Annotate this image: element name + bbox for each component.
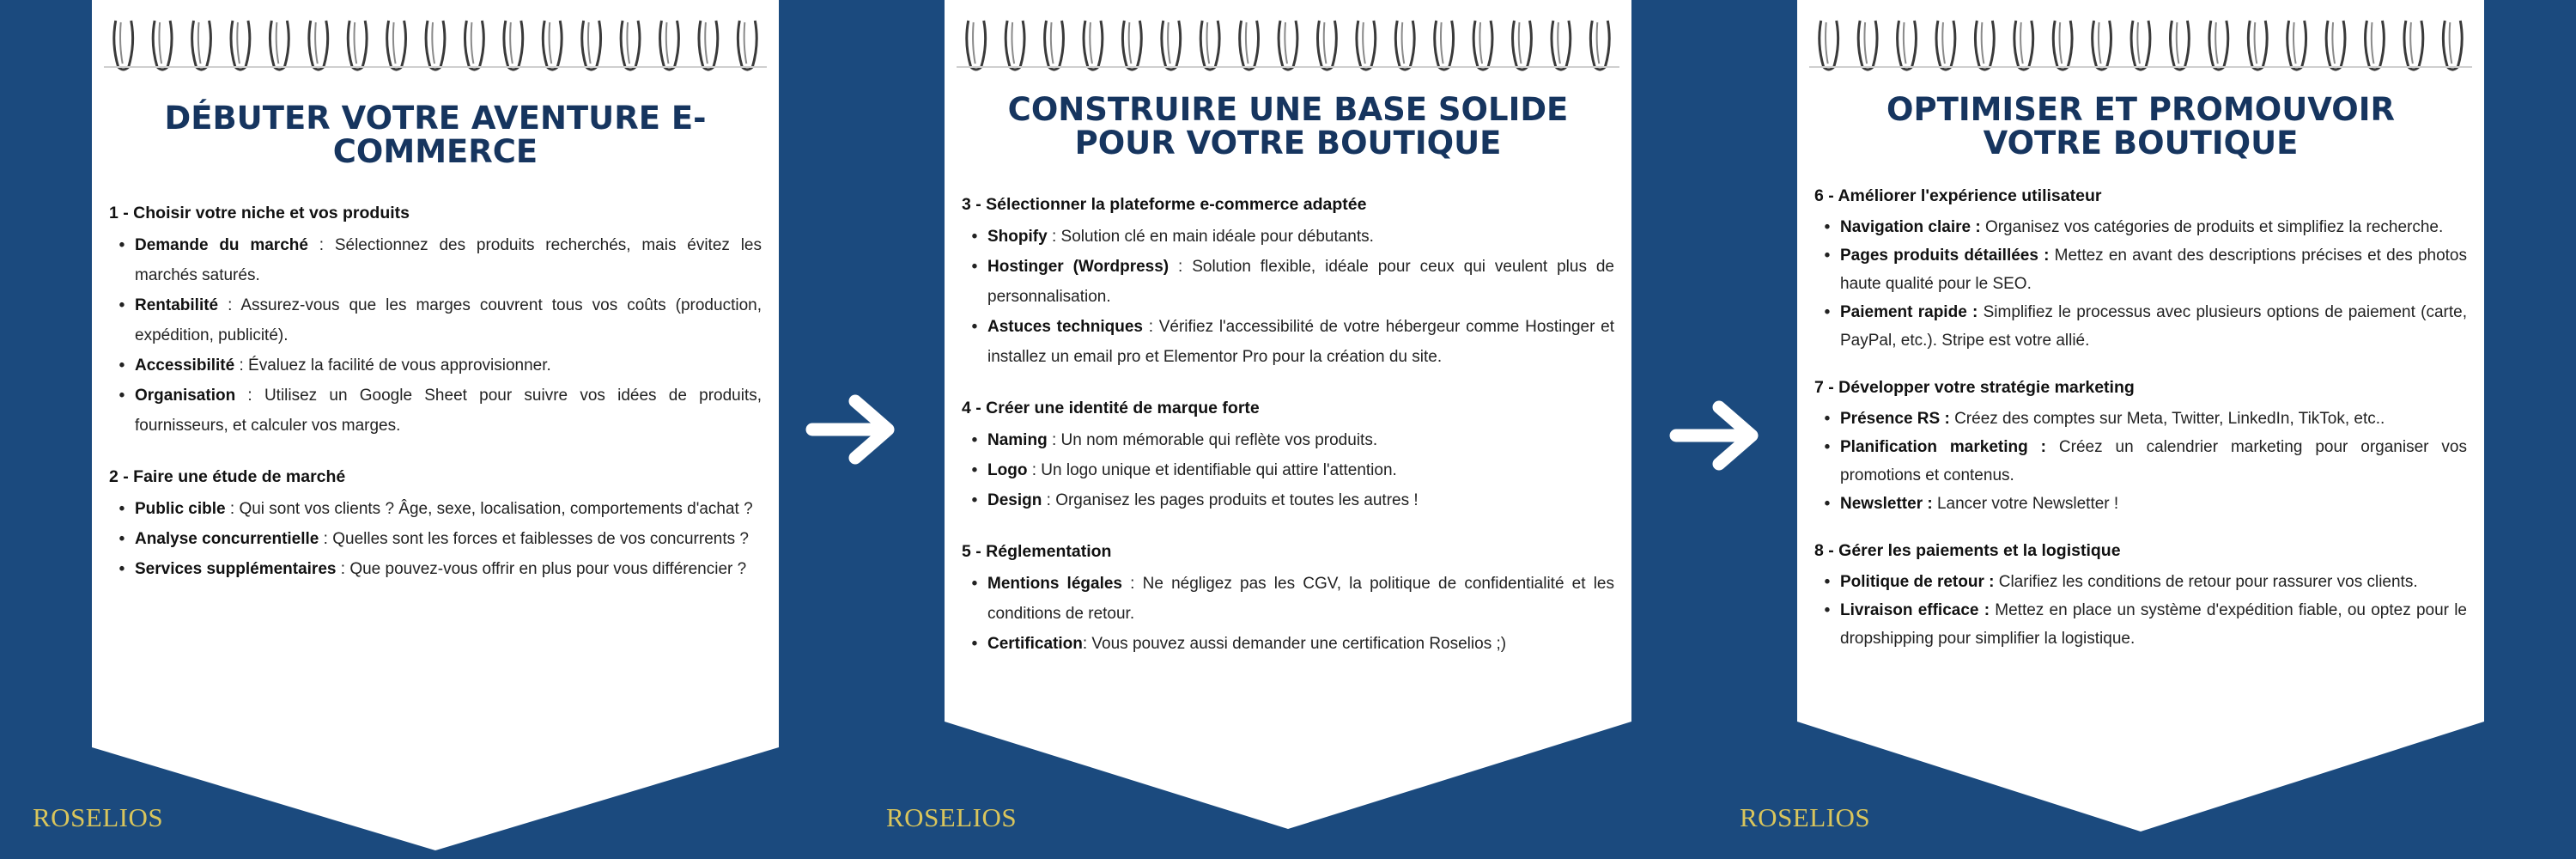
spiral-ring bbox=[1357, 21, 1376, 70]
spiral-ring-inner bbox=[1826, 22, 1828, 64]
spiral-ring-inner bbox=[1597, 22, 1600, 64]
section-4 bbox=[962, 398, 1614, 515]
list-item bbox=[1814, 241, 2467, 298]
item-description: Quelles sont les forces et faiblesses de vos concurrents ? bbox=[332, 530, 749, 548]
item-description: Solution flexible, idéale pour ceux qui veulent plus de personnalisation. bbox=[987, 258, 1614, 306]
item-separator: : bbox=[218, 296, 241, 314]
spiral-ring bbox=[504, 21, 523, 70]
item-term: Demande du marché bbox=[135, 236, 308, 254]
item-separator: : bbox=[1027, 461, 1042, 479]
list-item bbox=[962, 455, 1614, 485]
spiral-ring-inner bbox=[198, 22, 201, 64]
bullet-icon: • bbox=[971, 258, 978, 276]
brand-logo-text: ROSELIOS bbox=[33, 802, 164, 832]
list-item bbox=[1814, 490, 2467, 518]
item-separator: : bbox=[234, 356, 249, 375]
brand-logo-text: ROSELIOS bbox=[886, 802, 1018, 832]
list-item bbox=[962, 485, 1614, 515]
spiral-ring-inner bbox=[432, 22, 434, 64]
bullet-icon: • bbox=[971, 575, 978, 593]
item-separator: : bbox=[1042, 491, 1056, 509]
item-term: Pages produits détaillées : bbox=[1840, 247, 2050, 265]
list-item bbox=[962, 312, 1614, 372]
section-title: 6 - Améliorer l'expérience utilisateur bbox=[1814, 186, 2102, 205]
spiral-ring bbox=[231, 21, 250, 70]
spiral-ring bbox=[2366, 21, 2385, 70]
section-title: 2 - Faire une étude de marché bbox=[109, 467, 346, 486]
section-title: 1 - Choisir votre niche et vos produits bbox=[109, 204, 410, 222]
item-separator: : bbox=[1047, 228, 1061, 246]
spiral-ring bbox=[660, 21, 679, 70]
bullet-icon: • bbox=[1824, 218, 1831, 236]
item-separator: : bbox=[319, 530, 333, 548]
spiral-ring-inner bbox=[120, 22, 123, 64]
spiral-ring-inner bbox=[1904, 22, 1906, 64]
item-term: Paiement rapide : bbox=[1840, 303, 1978, 321]
arrow-right-icon bbox=[1669, 397, 1764, 474]
item-term: Newsletter : bbox=[1840, 495, 1933, 513]
spiral-ring-inner bbox=[1285, 22, 1287, 64]
item-term: Logo bbox=[987, 461, 1028, 479]
spiral-ring-inner bbox=[1479, 22, 1482, 64]
list-item bbox=[109, 230, 762, 290]
spiral-ring-inner bbox=[666, 22, 669, 64]
item-term: Services supplémentaires bbox=[135, 560, 337, 578]
item-separator: : bbox=[307, 236, 335, 254]
spiral-ring-inner bbox=[1558, 22, 1560, 64]
spiral-ring-inner bbox=[393, 22, 396, 64]
spiral-ring bbox=[1395, 21, 1414, 70]
item-description: Organisez les pages produits et toutes les autres ! bbox=[1055, 491, 1419, 509]
bullet-icon: • bbox=[971, 461, 978, 479]
spiral-ring-inner bbox=[2020, 22, 2023, 64]
item-description: Créez des comptes sur Meta, Twitter, LinkedIn, TikTok, etc.. bbox=[1954, 410, 2385, 428]
spiral-ring-inner bbox=[237, 22, 240, 64]
spiral-ring-inner bbox=[1982, 22, 1984, 64]
bullet-icon: • bbox=[1824, 410, 1831, 428]
bullet-icon: • bbox=[1824, 247, 1831, 265]
item-term: Présence RS : bbox=[1840, 410, 1950, 428]
item-description: Qui sont vos clients ? Âge, sexe, localisation, comportements d'achat ? bbox=[239, 500, 753, 518]
bullet-icon: • bbox=[1824, 573, 1831, 591]
bullet-icon: • bbox=[971, 318, 978, 336]
item-description: Sélectionnez des produits recherchés, mais évitez les marchés saturés. bbox=[135, 236, 762, 284]
spiral-ring-inner bbox=[1402, 22, 1405, 64]
item-term: Rentabilité bbox=[135, 296, 219, 314]
spiral-ring bbox=[621, 21, 640, 70]
spiral-ring bbox=[1552, 21, 1571, 70]
item-term: Analyse concurrentielle bbox=[135, 530, 319, 548]
bullet-icon: • bbox=[1824, 601, 1831, 619]
item-description: Assurez-vous que les marges couvrent tous vos coûts (production, expédition, publicité). bbox=[135, 296, 762, 344]
bullet-icon: • bbox=[1824, 438, 1831, 456]
bullet-icon: • bbox=[118, 530, 125, 548]
spiral-ring bbox=[543, 21, 562, 70]
list-item bbox=[109, 350, 762, 381]
spiral-ring bbox=[1240, 21, 1259, 70]
item-separator: : bbox=[1047, 431, 1061, 449]
bullet-icon: • bbox=[971, 228, 978, 246]
step-card-1 bbox=[92, 0, 779, 850]
spiral-ring bbox=[582, 21, 601, 70]
section-title: 5 - Réglementation bbox=[962, 542, 1112, 561]
item-description: Lancer votre Newsletter ! bbox=[1936, 495, 2119, 513]
list-item bbox=[962, 222, 1614, 252]
section-6 bbox=[1814, 186, 2467, 355]
spiral-ring-inner bbox=[1207, 22, 1210, 64]
section-3 bbox=[962, 194, 1614, 372]
section-2 bbox=[109, 466, 762, 584]
item-description: Ne négligez pas les CGV, la politique de confidentialité et les conditions de retour. bbox=[987, 575, 1614, 623]
spiral-ring-inner bbox=[1324, 22, 1327, 64]
item-term: Livraison efficace : bbox=[1840, 601, 1990, 619]
item-description: Un nom mémorable qui reflète vos produits. bbox=[1060, 431, 1378, 449]
bullet-icon: • bbox=[971, 491, 978, 509]
spiral-ring bbox=[1005, 21, 1024, 70]
spiral-ring bbox=[1435, 21, 1454, 70]
list-item bbox=[109, 554, 762, 584]
spiral-ring-inner bbox=[973, 22, 975, 64]
spiral-ring-inner bbox=[2060, 22, 2063, 64]
spiral-ring-inner bbox=[2450, 22, 2452, 64]
list-item bbox=[1814, 433, 2467, 490]
card-title: OPTIMISER ET PROMOUVOIR VOTRE BOUTIQUE bbox=[1886, 91, 2395, 161]
spiral-ring bbox=[967, 21, 986, 70]
spiral-ring bbox=[1513, 21, 1532, 70]
card-title: DÉBUTER VOTRE AVENTURE E-COMMERCE bbox=[164, 100, 707, 170]
step-card-3 bbox=[1797, 0, 2484, 850]
spiral-ring bbox=[387, 21, 406, 70]
item-description: Mettez en place un système d'expédition fiable, ou optez pour le dropshipping pour simplifier la logistique. bbox=[1840, 601, 2467, 648]
spiral-ring-inner bbox=[1090, 22, 1092, 64]
spiral-ring bbox=[1317, 21, 1336, 70]
item-description: Créez un calendrier marketing pour organiser vos promotions et contenus. bbox=[1840, 438, 2467, 484]
item-term: Design bbox=[987, 491, 1042, 509]
spiral-ring bbox=[2170, 21, 2189, 70]
spiral-ring-inner bbox=[2410, 22, 2413, 64]
section-1 bbox=[109, 203, 762, 441]
step-card-2 bbox=[945, 0, 1631, 850]
bullet-icon: • bbox=[971, 431, 978, 449]
item-separator: : bbox=[225, 500, 240, 518]
item-term: Navigation claire : bbox=[1840, 218, 1981, 236]
spiral-ring bbox=[2209, 21, 2228, 70]
spiral-ring bbox=[1898, 21, 1917, 70]
spiral-ring bbox=[2326, 21, 2345, 70]
spiral-ring-inner bbox=[1441, 22, 1443, 64]
bullet-icon: • bbox=[1824, 303, 1831, 321]
item-separator bbox=[2046, 438, 2059, 456]
item-separator: : bbox=[336, 560, 350, 578]
list-item bbox=[109, 381, 762, 441]
spiral-ring bbox=[2053, 21, 2072, 70]
spiral-ring-inner bbox=[355, 22, 357, 64]
item-term: Certification bbox=[987, 635, 1083, 653]
spiral-ring bbox=[1045, 21, 1064, 70]
item-term: Shopify bbox=[987, 228, 1048, 246]
spiral-ring-inner bbox=[1519, 22, 1522, 64]
spiral-ring-inner bbox=[550, 22, 552, 64]
spiral-ring-inner bbox=[2099, 22, 2101, 64]
spiral-ring bbox=[1590, 21, 1609, 70]
spiral-ring bbox=[114, 21, 133, 70]
spiral-ring bbox=[738, 21, 756, 70]
spiral-binding-icon bbox=[957, 14, 1619, 74]
item-separator: : bbox=[235, 387, 264, 405]
spiral-ring bbox=[2443, 21, 2462, 70]
item-description: Que pouvez-vous offrir en plus pour vous différencier ? bbox=[349, 560, 747, 578]
list-item bbox=[962, 569, 1614, 629]
section-title: 8 - Gérer les paiements et la logistique bbox=[1814, 541, 2121, 560]
bullet-icon: • bbox=[118, 387, 125, 405]
spiral-ring-inner bbox=[276, 22, 279, 64]
spiral-ring-inner bbox=[1129, 22, 1132, 64]
spiral-ring-inner bbox=[471, 22, 474, 64]
item-term: Organisation bbox=[135, 387, 236, 405]
spiral-ring-inner bbox=[705, 22, 708, 64]
spiral-ring-inner bbox=[510, 22, 513, 64]
spiral-ring bbox=[2248, 21, 2267, 70]
list-item bbox=[1814, 596, 2467, 653]
item-term: Mentions légales bbox=[987, 575, 1122, 593]
section-5 bbox=[962, 541, 1614, 659]
item-description: Évaluez la facilité de vous approvisionner. bbox=[248, 356, 551, 375]
spiral-ring-inner bbox=[1864, 22, 1867, 64]
item-description: Clarifiez les conditions de retour pour rassurer vos clients. bbox=[1998, 573, 2418, 591]
spiral-ring-inner bbox=[1051, 22, 1054, 64]
spiral-ring bbox=[2093, 21, 2111, 70]
spiral-ring bbox=[1122, 21, 1141, 70]
spiral-ring-inner bbox=[315, 22, 318, 64]
spiral-ring-inner bbox=[2177, 22, 2179, 64]
spiral-ring-inner bbox=[2332, 22, 2335, 64]
spiral-ring-inner bbox=[159, 22, 161, 64]
spiral-ring bbox=[2404, 21, 2423, 70]
spiral-ring bbox=[1858, 21, 1877, 70]
item-term: Hostinger (Wordpress) bbox=[987, 258, 1170, 276]
spiral-ring bbox=[153, 21, 172, 70]
arrow-right-icon bbox=[805, 391, 900, 468]
item-term: Public cible bbox=[135, 500, 226, 518]
spiral-ring-inner bbox=[2372, 22, 2374, 64]
list-item bbox=[1814, 298, 2467, 355]
spiral-ring-inner bbox=[2215, 22, 2218, 64]
spiral-ring bbox=[1084, 21, 1103, 70]
spiral-ring bbox=[1820, 21, 1838, 70]
spiral-ring bbox=[270, 21, 289, 70]
list-item bbox=[109, 524, 762, 554]
spiral-ring-inner bbox=[2255, 22, 2257, 64]
item-term: Accessibilité bbox=[135, 356, 235, 375]
section-title: 4 - Créer une identité de marque forte bbox=[962, 399, 1260, 417]
spiral-ring-inner bbox=[1942, 22, 1945, 64]
list-item bbox=[1814, 568, 2467, 596]
list-item bbox=[962, 425, 1614, 455]
spiral-ring bbox=[426, 21, 445, 70]
spiral-ring-inner bbox=[2293, 22, 2296, 64]
spiral-ring bbox=[699, 21, 718, 70]
list-item bbox=[109, 290, 762, 350]
spiral-ring bbox=[1975, 21, 1994, 70]
spiral-ring-inner bbox=[1012, 22, 1014, 64]
spiral-ring bbox=[2131, 21, 2150, 70]
item-description: Solution clé en main idéale pour débutants. bbox=[1060, 228, 1374, 246]
list-item bbox=[109, 494, 762, 524]
spiral-ring-inner bbox=[744, 22, 747, 64]
bullet-icon: • bbox=[1824, 495, 1831, 513]
list-item bbox=[1814, 213, 2467, 241]
item-term: Planification marketing : bbox=[1840, 438, 2046, 456]
item-separator: : bbox=[1169, 258, 1193, 276]
spiral-binding-icon bbox=[104, 14, 767, 74]
spiral-binding-icon bbox=[1809, 14, 2472, 74]
bullet-icon: • bbox=[118, 500, 125, 518]
spiral-ring-inner bbox=[588, 22, 591, 64]
item-description: Mettez en avant des descriptions précises et des photos haute qualité pour le SEO. bbox=[1840, 247, 2468, 293]
spiral-ring-inner bbox=[1168, 22, 1170, 64]
list-item bbox=[1814, 405, 2467, 433]
item-description: Simplifiez le processus avec plusieurs options de paiement (carte, PayPal, etc.). Stripe est votre allié. bbox=[1840, 303, 2467, 350]
spiral-ring bbox=[348, 21, 367, 70]
spiral-ring bbox=[465, 21, 483, 70]
spiral-ring bbox=[2014, 21, 2033, 70]
section-title: 7 - Développer votre stratégie marketing bbox=[1814, 378, 2135, 397]
card-title: CONSTRUIRE UNE BASE SOLIDE POUR VOTRE BOUTIQUE bbox=[1007, 91, 1569, 161]
item-description: Utilisez un Google Sheet pour suivre vos idées de produits, fournisseurs, et calculer vos marges. bbox=[135, 387, 762, 435]
item-description: Un logo unique et identifiable qui attire l'attention. bbox=[1041, 461, 1397, 479]
bullet-icon: • bbox=[118, 236, 125, 254]
bullet-icon: • bbox=[118, 560, 125, 578]
item-separator: : bbox=[1121, 575, 1143, 593]
section-title: 3 - Sélectionner la plateforme e-commerce adaptée bbox=[962, 195, 1367, 214]
spiral-ring bbox=[2287, 21, 2306, 70]
list-item bbox=[962, 252, 1614, 312]
item-separator: : bbox=[1142, 318, 1159, 336]
section-7 bbox=[1814, 377, 2467, 518]
spiral-ring-inner bbox=[1246, 22, 1249, 64]
bullet-icon: • bbox=[971, 635, 978, 653]
spiral-ring-inner bbox=[627, 22, 629, 64]
spiral-ring-inner bbox=[1363, 22, 1365, 64]
bullet-icon: • bbox=[118, 356, 125, 375]
brand-logo-text: ROSELIOS bbox=[1740, 802, 1871, 832]
item-separator: : bbox=[1082, 635, 1092, 653]
item-description: Organisez vos catégories de produits et simplifiez la recherche. bbox=[1984, 218, 2444, 236]
spiral-ring bbox=[1936, 21, 1955, 70]
spiral-ring bbox=[1279, 21, 1297, 70]
spiral-ring bbox=[1473, 21, 1492, 70]
bullet-icon: • bbox=[118, 296, 125, 314]
item-term: Naming bbox=[987, 431, 1048, 449]
item-description: Vérifiez l'accessibilité de votre hébergeur comme Hostinger et installez un email pro et Elementor Pro pour la création du site. bbox=[987, 318, 1614, 366]
spiral-ring bbox=[1162, 21, 1181, 70]
spiral-ring-inner bbox=[2137, 22, 2140, 64]
item-term: Astuces techniques bbox=[987, 318, 1143, 336]
item-description: Vous pouvez aussi demander une certification Roselios ;) bbox=[1091, 635, 1507, 653]
list-item bbox=[962, 629, 1614, 659]
spiral-ring bbox=[192, 21, 211, 70]
spiral-ring bbox=[309, 21, 328, 70]
section-8 bbox=[1814, 540, 2467, 653]
spiral-ring bbox=[1200, 21, 1219, 70]
item-term: Politique de retour : bbox=[1840, 573, 1995, 591]
